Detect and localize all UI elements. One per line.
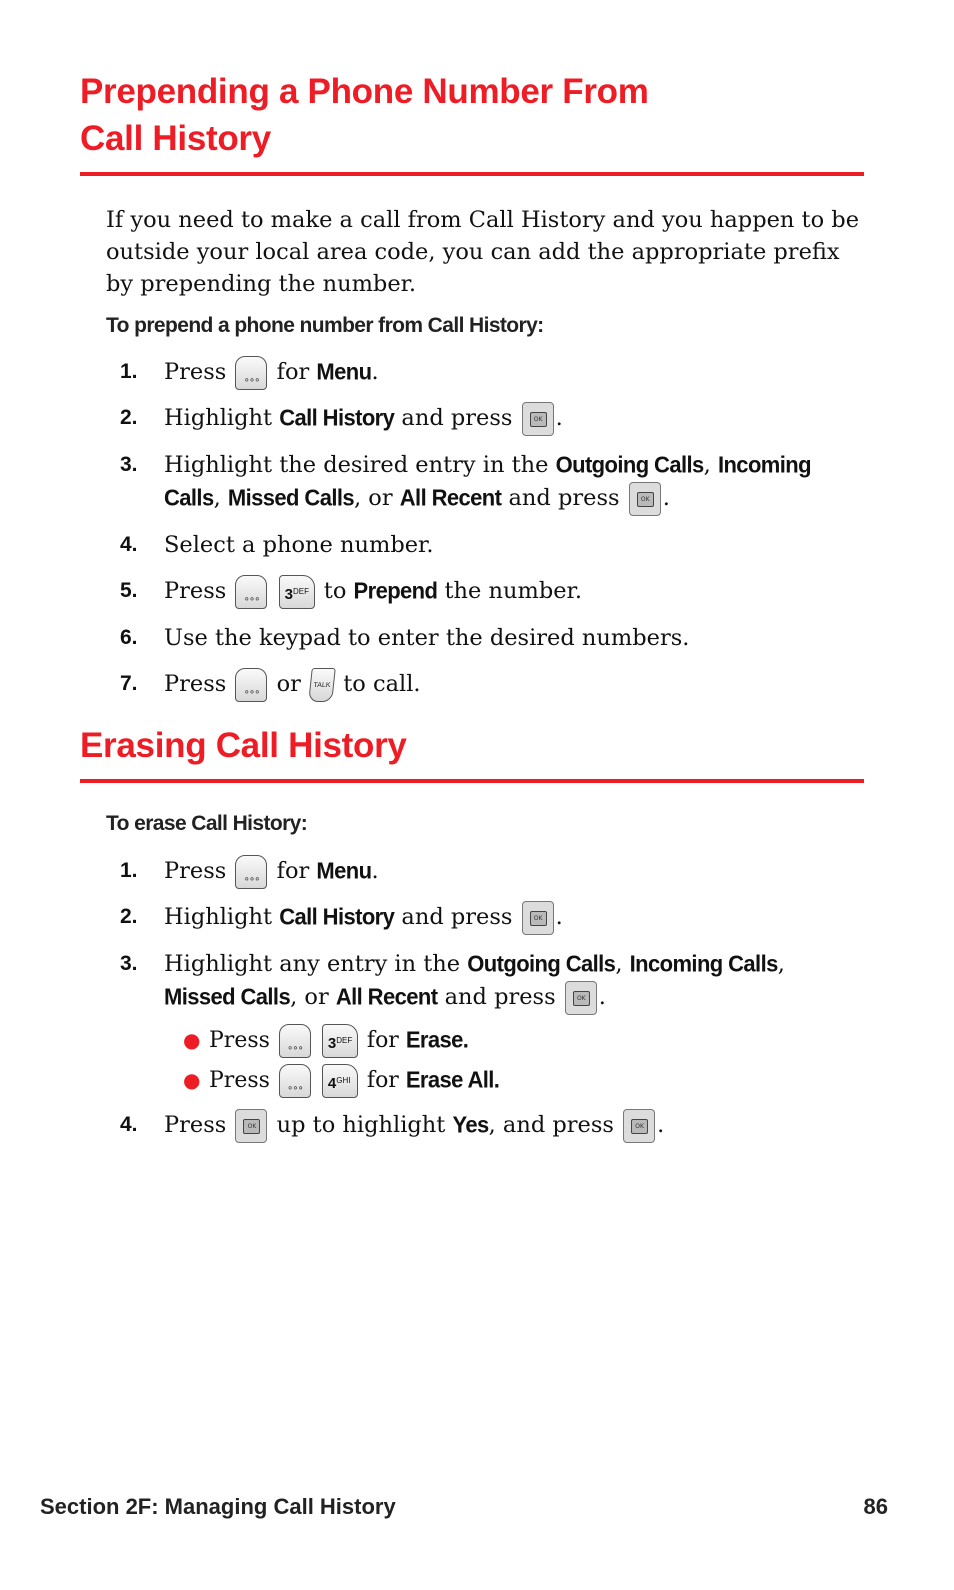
- three-key-icon: $3^{DEF}$: [322, 1024, 358, 1058]
- step-number: 2.: [120, 406, 138, 429]
- talk-key-icon: TALK: [308, 668, 336, 702]
- ok-key-icon: [623, 1109, 655, 1143]
- step-number: 2.: [120, 905, 138, 928]
- ok-key-icon: [235, 1109, 267, 1143]
- section-heading-erasing: Erasing Call History: [80, 722, 864, 783]
- menu-label: Menu: [316, 358, 372, 385]
- ok-key-icon: [629, 482, 661, 516]
- menu-key-icon: [235, 575, 267, 609]
- menu-key-icon: [235, 668, 267, 702]
- intro-paragraph: If you need to make a call from Call History and you happen to be outside your local area code, you can add the appropriate prefix by prepending the number.: [106, 207, 860, 297]
- step-number: 3.: [120, 453, 138, 476]
- section-heading-prepending: Prepending a Phone Number From Call History: [80, 68, 864, 176]
- menu-key-icon: [279, 1024, 311, 1058]
- procedure-lead-erase: To erase Call History:: [106, 812, 308, 835]
- four-key-icon: $4^{GHI}$: [322, 1064, 358, 1098]
- three-key-icon: $3^{DEF}$: [279, 575, 315, 609]
- step-number: 6.: [120, 626, 138, 649]
- ok-key-icon: [522, 901, 554, 935]
- step-number: 1.: [120, 859, 138, 882]
- ok-key-icon: [522, 402, 554, 436]
- bullet-dot-icon: ●: [183, 1068, 201, 1092]
- step-number: 5.: [120, 579, 138, 602]
- ok-key-icon: [565, 981, 597, 1015]
- menu-label: Menu: [316, 857, 372, 884]
- procedure-lead-prepend: To prepend a phone number from Call History:: [106, 314, 544, 337]
- step-number: 4.: [120, 1113, 138, 1136]
- menu-key-icon: [279, 1064, 311, 1098]
- bullet-dot-icon: ●: [183, 1028, 201, 1052]
- step-number: 1.: [120, 360, 138, 383]
- footer-section-title: Section 2F: Managing Call History: [40, 1494, 396, 1519]
- step-number: 7.: [120, 672, 138, 695]
- menu-key-icon: [235, 855, 267, 889]
- page-number: 86: [863, 1494, 888, 1519]
- menu-key-icon: [235, 356, 267, 390]
- step-number: 3.: [120, 952, 138, 975]
- step-number: 4.: [120, 533, 138, 556]
